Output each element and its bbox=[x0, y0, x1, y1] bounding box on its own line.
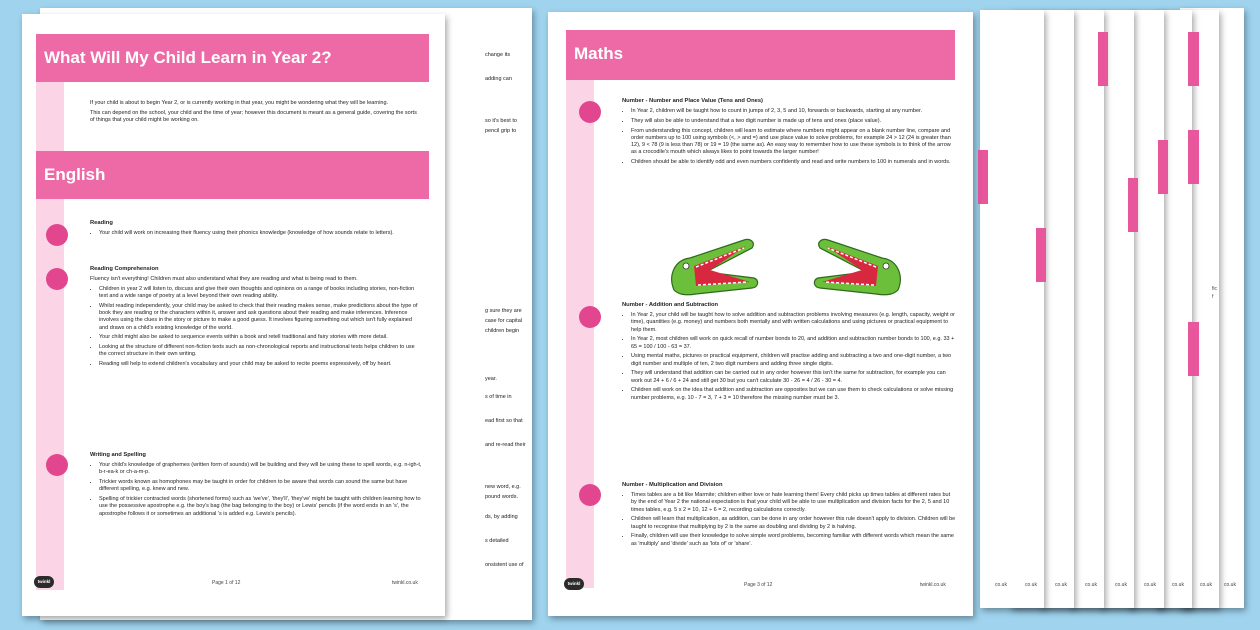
behind-fragment: onsistent use of bbox=[485, 562, 524, 568]
left-front-page bbox=[22, 14, 445, 616]
list-item: • In Year 2, children will be taught how to count in jumps of 2, 3, 5 and 10, forwards or backwards, starting at any number. bbox=[631, 108, 957, 115]
stack-pink-tab bbox=[978, 150, 988, 204]
list-item: • Your child might also be asked to sequence events within a book and retell traditional and fairy stories with more detail. bbox=[99, 334, 422, 341]
section-bullet-dot bbox=[579, 484, 601, 506]
list-item: • Your child's knowledge of graphemes (written form of sounds) will be building and they will be using these to spell words, e.g. n-igh-t, b-r-ea-k or ch-a-m-p. bbox=[99, 462, 422, 476]
list-item: • They will also be able to understand that a two digit number is made up of tens and ones (place value). bbox=[631, 118, 957, 125]
list-item: • They will understand that addition can be carried out in any order however this isn't the same for subtraction, for example you can work out 24 + 6 / 6 + 24 and still get 30 but you can't calculate 30 - 26 = 4 / 26 - 30 = 4. bbox=[631, 370, 957, 384]
comprehension-heading: Reading Comprehension bbox=[90, 266, 159, 272]
list-item: • Children will work on the idea that addition and subtraction are opposites but we can use them to check calculations or solve missing number problems, e.g. 10 - 7 = 3, 7 + 3 = 10 therefore the missing number must be 3. bbox=[631, 387, 957, 401]
list-item: • Children in year 2 will listen to, discuss and give their own thoughts and opinions on a range of books including stories, non-fiction text and a wide range of poetry at a level beyond their own reading ability. bbox=[99, 286, 422, 300]
list-item: • Looking at the structure of different non-fiction texts such as non-chronological reports and instructional texts helps children to use the correct structure in their own writing. bbox=[99, 344, 422, 358]
list-item: • Spelling of trickier contracted words (shortened forms) such as 'we've', 'they'll', 'they've' might be taught with children learning how to use the possessive apostrophe e.g. the boy's bag (the bag belonging to the boy) or Lewis' pencils (if the word ends in an 's', the apostrophe follows it or sometimes an additional 's is added e.g. Lewis's pencils). bbox=[99, 496, 422, 518]
crocodile-mouth-illustration bbox=[666, 230, 906, 298]
behind-fragment: and re-read their bbox=[485, 442, 526, 448]
page-title: What Will My Child Learn in Year 2? bbox=[36, 34, 429, 82]
stack-pink-tab bbox=[1188, 130, 1199, 184]
behind-fragment: ds, by adding bbox=[485, 514, 518, 520]
place-value-section bbox=[622, 98, 957, 169]
multiplication-section bbox=[622, 482, 957, 550]
right-front-page bbox=[548, 12, 973, 616]
list-item: • Reading will help to extend children's vocabulary and your child may be asked to recite poems expressively, off by heart. bbox=[99, 361, 422, 368]
stack-footer-text: co.uk bbox=[1025, 582, 1037, 588]
list-item: • Times tables are a bit like Marmite; children either love or hate learning them! Every child picks up times tables at different rates but by the end of Year 2 the national expectation is that your child will be able to use multiplication and division facts for the 2, 5 and 10 times tables, e.g. 5 x 2 = 10, 12 ÷ 6 = 2, recording calculations correctly. bbox=[631, 492, 957, 514]
list-item: • In Year 2, your child will be taught how to solve addition and subtraction problems involving measures (e.g. length, capacity, weight or time), quantities (e.g. money) and numbers both mentally and with written calculations and using pictures or practical equipment to help them. bbox=[631, 312, 957, 334]
reading-heading: Reading bbox=[90, 220, 113, 226]
section-bullet-dot bbox=[579, 101, 601, 123]
footer-site: twinkl.co.uk bbox=[392, 580, 418, 586]
comprehension-section bbox=[90, 266, 422, 371]
section-bullet-dot bbox=[46, 224, 68, 246]
section-bullet-dot bbox=[46, 268, 68, 290]
reading-section bbox=[90, 220, 422, 240]
stack-pink-tab bbox=[1188, 32, 1199, 86]
page-title: Maths bbox=[566, 30, 955, 80]
intro-text bbox=[90, 100, 422, 127]
stack-footer-text: co.uk bbox=[1144, 582, 1156, 588]
list-item: • Whilst reading independently, your child may be asked to check that their reading makes sense, make predictions about the type of book they are reading or the characters within it, answer and ask questions about their reading and make inferences. Inference involves using the clues in the story or picture to make a good guess. It involves figuring something out which isn't fully explained and draws on a child's existing knowledge of the world. bbox=[99, 303, 422, 332]
behind-fragment: case for capital bbox=[485, 318, 522, 324]
stack-pink-tab bbox=[1036, 228, 1046, 282]
stack-pink-tab bbox=[1128, 178, 1138, 232]
stack-footer-text: co.uk bbox=[1085, 582, 1097, 588]
stack-footer-text: co.uk bbox=[1055, 582, 1067, 588]
list-item: • Finally, children will use their knowledge to solve simple word problems, becoming familiar with different words which mean the same as 'multiply' and 'divide' such as 'lots of' or 'share'. bbox=[631, 533, 957, 547]
stack-footer-text: co.uk bbox=[1115, 582, 1127, 588]
behind-fragment: pencil grip to bbox=[485, 128, 517, 134]
stack-footer-text: co.uk bbox=[1172, 582, 1184, 588]
writing-section bbox=[90, 452, 422, 520]
list-item: • From understanding this concept, children will learn to estimate where numbers might appear on a blank number line, compare and order numbers up to 100 using symbols (<, > and =) and use place value to solve problems, for example 24 > 12 (24 is greater than 12), 9 < 78 (9 is less than 78) or 19 = 19 (the same as). An easy way to remember how to use these symbols is to think of the arrow as a crocodile's mouth which always likes to point towards the larger number! bbox=[631, 128, 957, 157]
right-crocodile-icon bbox=[814, 239, 900, 294]
section-bullet-dot bbox=[579, 306, 601, 328]
list-item: • Using mental maths, pictures or practical equipment, children will practise adding and subtracting a two and one-digit number, a two digit number and multiple of ten, 2 two digit numbers and adding three single digits. bbox=[631, 353, 957, 367]
stack-footer-text: co.uk bbox=[1200, 582, 1212, 588]
footer-site: twinkl.co.uk bbox=[920, 582, 946, 588]
behind-fragment: s detailed bbox=[485, 538, 509, 544]
place-value-heading: Number - Number and Place Value (Tens and Ones) bbox=[622, 98, 763, 104]
intro-paragraph: This can depend on the school, your child and the time of year; however this document is meant as a general guide, covering the sorts of things that your child might be working on. bbox=[90, 109, 417, 123]
stack-pink-tab bbox=[1158, 140, 1168, 194]
behind-fragment: change its bbox=[485, 52, 511, 58]
section-bullet-dot bbox=[46, 454, 68, 476]
stack-page bbox=[980, 10, 1044, 608]
addition-section bbox=[622, 302, 957, 404]
twinkl-logo: twinkl bbox=[564, 578, 584, 590]
section-title-english: English bbox=[36, 151, 429, 199]
behind-fragment: children begin bbox=[485, 328, 520, 334]
behind-fragment: s of time in bbox=[485, 394, 512, 400]
behind-fragment: year. bbox=[485, 376, 497, 382]
stack-edge-text: f bbox=[1212, 294, 1214, 300]
multiplication-heading: Number - Multiplication and Division bbox=[622, 482, 723, 488]
list-item: • Children will learn that multiplication, as addition, can be done in any order however this rule doesn't apply to division. Children will be taught to recognise that multiplying by 2 is the same as doubling and dividing by 2 is halving. bbox=[631, 516, 957, 530]
behind-fragment: ead first so that bbox=[485, 418, 523, 424]
behind-fragment: so it's best to bbox=[485, 118, 517, 124]
stack-pink-tab bbox=[1098, 32, 1108, 86]
left-crocodile-icon bbox=[672, 239, 758, 294]
writing-heading: Writing and Spelling bbox=[90, 452, 146, 458]
twinkl-logo: twinkl bbox=[34, 576, 54, 588]
list-item: • Your child will work on increasing their fluency using their phonics knowledge (knowledge of how sounds relate to letters). bbox=[99, 230, 422, 237]
footer-page-number: Page 1 of 12 bbox=[212, 580, 241, 586]
comprehension-intro: Fluency isn't everything! Children must also understand what they are reading and what is being read to them. bbox=[90, 276, 358, 283]
stack-footer-text: co.uk bbox=[995, 582, 1007, 588]
behind-fragment: adding can bbox=[485, 76, 512, 82]
footer-page-number: Page 3 of 12 bbox=[744, 582, 773, 588]
behind-fragment: g sure they are bbox=[485, 308, 522, 314]
behind-fragment: new word, e.g. bbox=[485, 484, 521, 490]
stack-footer-text: co.uk bbox=[1224, 582, 1236, 588]
intro-paragraph: If your child is about to begin Year 2, or is currently working in that year, you might be wondering what they will be learning. bbox=[90, 100, 389, 106]
left-margin-band bbox=[566, 76, 594, 588]
behind-fragment: pound words. bbox=[485, 494, 519, 500]
stack-pink-tab bbox=[1188, 322, 1199, 376]
list-item: • In Year 2, most children will work on quick recall of number bonds to 20, and addition and subtraction number bonds to 100, e.g. 33 + 65 = 100 / 100 - 63 = 37. bbox=[631, 336, 957, 350]
list-item: • Trickier words known as homophones may be taught in order for children to be aware that words can sound the same but have different spelling, e.g. knew and new. bbox=[99, 479, 422, 493]
stack-edge-text: fic bbox=[1212, 286, 1217, 292]
list-item: • Children should be able to identify odd and even numbers confidently and read and write numbers to 100 in numerals and in words. bbox=[631, 159, 957, 166]
addition-heading: Number - Addition and Subtraction bbox=[622, 302, 719, 308]
